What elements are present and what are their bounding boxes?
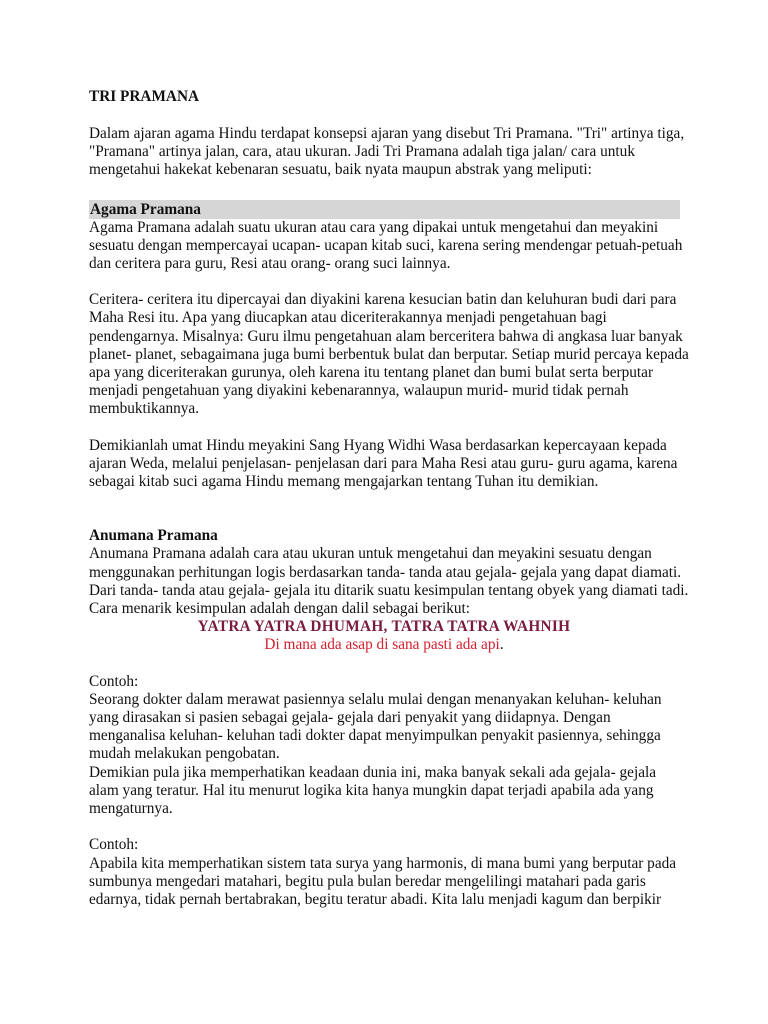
sanskrit-mantra: YATRA YATRA DHUMAH, TATRA TATRA WAHNIH — [197, 618, 571, 636]
example-2-label: Contoh: — [89, 836, 139, 854]
anumana-paragraph-2: Cara menarik kesimpulan adalah dengan dalil sebagai berikut: — [89, 600, 471, 618]
document-title: TRI PRAMANA — [89, 88, 200, 105]
agama-paragraph-2: Ceritera- ceritera itu dipercayai dan diyakini karena kesucian batin dan keluhuran budi dari para Maha Resi itu. Apa yang diucapkan atau diceriterakannya menjadi pengetahuan bagi pendengarnya. Misalnya: Guru ilmu pengetahuan alam berceritera bahwa di angkasa luar banyak planet- planet, sebagaimana juga bumi berbentuk bulat dan berputar. Setiap murid percaya kepada apa yang diceriterakan gurunya, oleh karena itu tentang planet dan bumi bulat serta berputar menjadi pengetahuan yang diyakini kebenarannya, walaupun murid- murid tidak pernah membuktikannya. — [89, 291, 689, 418]
mantra-translation-period: . — [499, 636, 504, 654]
example-1-paragraph-1: Seorang dokter dalam merawat pasiennya selalu mulai dengan menanyakan keluhan- keluhan yang dirasakan si pasien sebagai gejala- gejala dari penyakit yang diidapnya. Dengan menganalisa keluhan- keluhan tadi dokter dapat menyimpulkan penyakit pasiennya, sehingga mudah melakukan pengobatan. — [89, 690, 662, 763]
anumana-pramana-heading: Anumana Pramana — [89, 527, 218, 545]
example-1-paragraph-2: Demikian pula jika memperhatikan keadaan dunia ini, maka banyak sekali ada gejala- gejala alam yang teratur. Hal itu menurut logika kita hanya mungkin dapat terjadi apabila ada yang mengaturnya. — [89, 763, 657, 818]
mantra-translation — [89, 636, 679, 654]
intro-paragraph: Dalam ajaran agama Hindu terdapat konsepsi ajaran yang disebut Tri Pramana. "Tri" artinya tiga, "Pramana" artinya jalan, cara, atau ukuran. Jadi Tri Pramana adalah tiga jalan/ cara untuk mengetahui hakekat kebenaran sesuatu, baik nyata maupun abstrak yang meliputi: — [89, 125, 685, 179]
document-page — [89, 88, 689, 909]
anumana-paragraph-1: Anumana Pramana adalah cara atau ukuran untuk mengetahui dan meyakini sesuatu dengan menggunakan perhitungan logis berdasarkan tanda- tanda atau gejala- gejala yang dapat diamati. Dari tanda- tanda atau gejala- gejala itu ditarik suatu kesimpulan tentang obyek yang diamati tadi. — [89, 545, 689, 599]
agama-paragraph-3: Demikianlah umat Hindu meyakini Sang Hyang Widhi Wasa berdasarkan kepercayaan kepada ajaran Weda, melalui penjelasan- penjelasan dari para Maha Resi atau guru- guru agama, karena sebagai kitab suci agama Hindu memang mengajarkan tentang Tuhan itu demikian. — [89, 436, 678, 491]
example-1-label: Contoh: — [89, 672, 139, 690]
mantra-translation-text: Di mana ada asap di sana pasti ada api — [264, 636, 500, 654]
example-2-paragraph-1: Apabila kita memperhatikan sistem tata surya yang harmonis, di mana bumi yang berputar pada sumbunya mengedari matahari, begitu pula bulan beredar mengelilingi matahari pada garis edarnya, tidak pernah bertabrakan, begitu teratur abadi. Kita lalu menjadi kagum dan berpikir — [89, 854, 677, 908]
agama-paragraph-1: Agama Pramana adalah suatu ukuran atau cara yang dipakai untuk mengetahui dan meyakini sesuatu dengan mempercayai ucapan- ucapan kitab suci, karena sering mendengar petuah-petuah dan ceritera para guru, Resi atau orang- orang suci lainnya. — [89, 218, 683, 273]
agama-pramana-heading: Agama Pramana — [89, 200, 680, 219]
